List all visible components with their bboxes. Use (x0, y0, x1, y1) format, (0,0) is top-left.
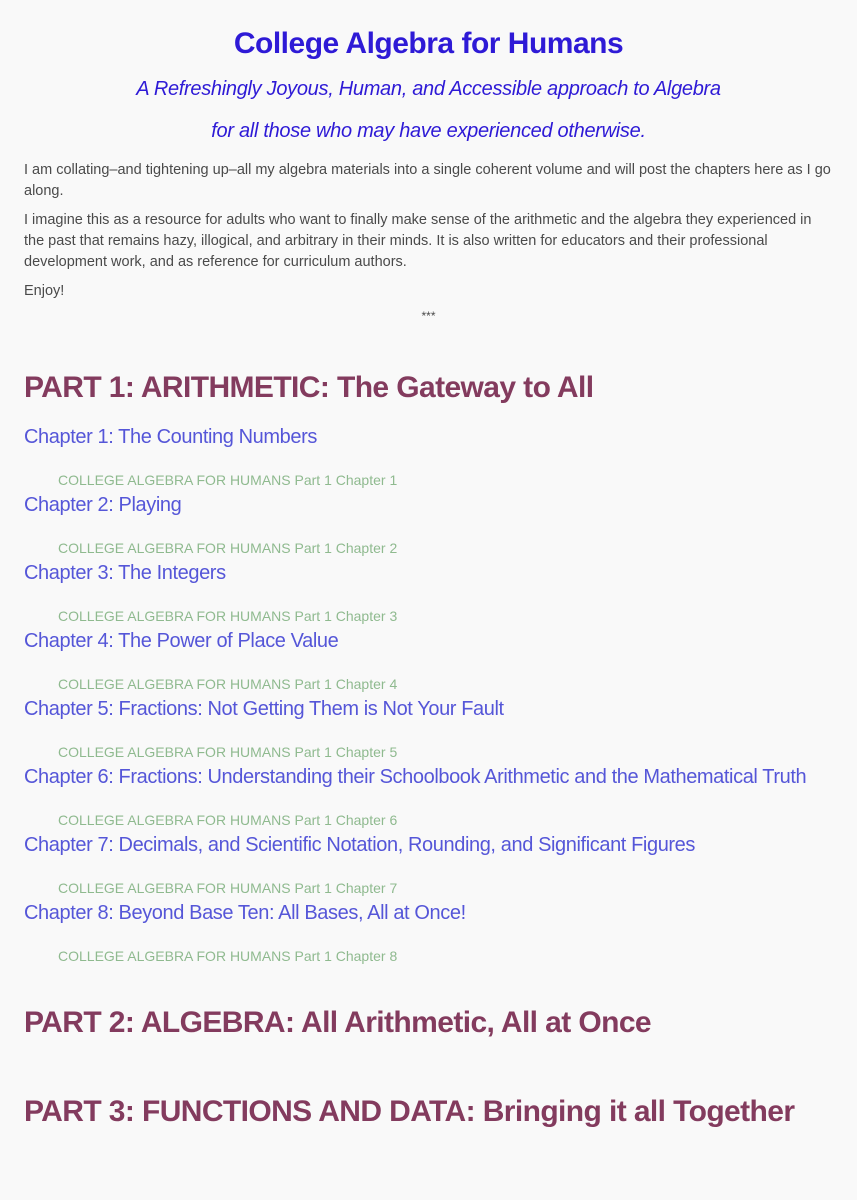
chapter-2-link[interactable]: Chapter 2: Playing (24, 494, 182, 516)
section-separator: *** (421, 309, 436, 323)
part-2-heading: PART 2: ALGEBRA: All Arithmetic, All at Once (24, 1006, 651, 1039)
chapter-4-file-link[interactable]: COLLEGE ALGEBRA FOR HUMANS Part 1 Chapter 4 (58, 676, 398, 692)
subtitle-line-2: for all those who may have experienced otherwise. (211, 120, 646, 142)
intro-paragraph-1: I am collating–and tightening up–all my algebra materials into a single coherent volume and will post the chapters here as I go along. (24, 162, 831, 199)
chapter-item (24, 490, 833, 557)
chapter-6-file-link[interactable]: COLLEGE ALGEBRA FOR HUMANS Part 1 Chapter 6 (58, 812, 398, 828)
chapter-3-link[interactable]: Chapter 3: The Integers (24, 562, 226, 584)
part-3-heading: PART 3: FUNCTIONS AND DATA: Bringing it all Together (24, 1095, 795, 1128)
chapter-item (24, 762, 833, 829)
chapter-3-file-link[interactable]: COLLEGE ALGEBRA FOR HUMANS Part 1 Chapter 3 (58, 608, 398, 624)
intro-paragraph-2: I imagine this as a resource for adults who want to finally make sense of the arithmetic and the algebra they experienced in the past that remains hazy, illogical, and arbitrary in their minds. It is also written for educators and their professional development work, and as reference for curriculum authors. (24, 212, 812, 270)
chapter-5-link[interactable]: Chapter 5: Fractions: Not Getting Them is Not Your Fault (24, 698, 504, 720)
subtitle-line-1: A Refreshingly Joyous, Human, and Accessible approach to Algebra (136, 78, 721, 100)
chapter-item (24, 422, 833, 489)
intro-paragraph-3: Enjoy! (24, 283, 65, 299)
part-1-chapter-list (24, 422, 833, 965)
chapter-8-link[interactable]: Chapter 8: Beyond Base Ten: All Bases, All at Once! (24, 902, 466, 924)
part-1-heading: PART 1: ARITHMETIC: The Gateway to All (24, 371, 594, 404)
chapter-7-file-link[interactable]: COLLEGE ALGEBRA FOR HUMANS Part 1 Chapter 7 (58, 880, 398, 896)
chapter-item (24, 898, 833, 965)
chapter-item (24, 626, 833, 693)
chapter-8-file-link[interactable]: COLLEGE ALGEBRA FOR HUMANS Part 1 Chapter 8 (58, 948, 398, 964)
chapter-2-file-link[interactable]: COLLEGE ALGEBRA FOR HUMANS Part 1 Chapter 2 (58, 540, 398, 556)
chapter-item (24, 830, 833, 897)
page-title: College Algebra for Humans (233, 27, 624, 60)
chapter-6-link[interactable]: Chapter 6: Fractions: Understanding their Schoolbook Arithmetic and the Mathematical Truth (24, 766, 807, 788)
chapter-1-link[interactable]: Chapter 1: The Counting Numbers (24, 426, 317, 448)
chapter-4-link[interactable]: Chapter 4: The Power of Place Value (24, 630, 339, 652)
chapter-7-link[interactable]: Chapter 7: Decimals, and Scientific Notation, Rounding, and Significant Figures (24, 834, 695, 856)
chapter-item (24, 558, 833, 625)
chapter-item (24, 694, 833, 761)
chapter-1-file-link[interactable]: COLLEGE ALGEBRA FOR HUMANS Part 1 Chapter 1 (58, 472, 398, 488)
chapter-5-file-link[interactable]: COLLEGE ALGEBRA FOR HUMANS Part 1 Chapter 5 (58, 744, 398, 760)
